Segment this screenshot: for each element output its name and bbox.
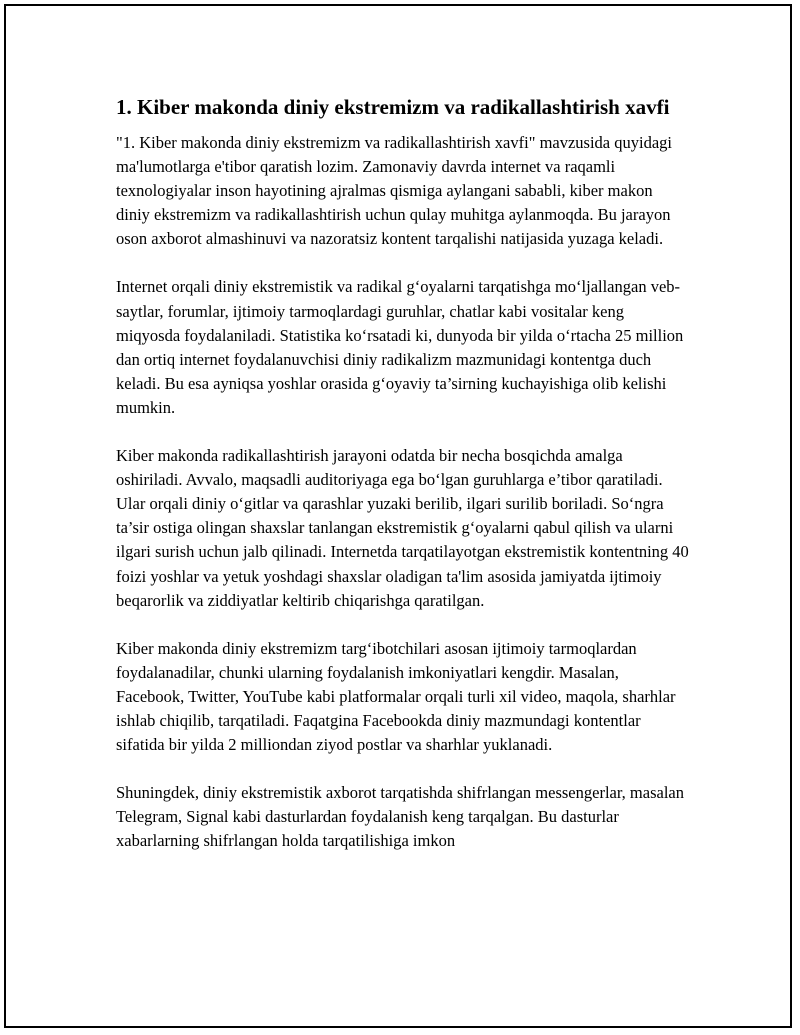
paragraph-2: Internet orqali diniy ekstremistik va radikal g‘oyalarni tarqatishga mo‘ljallangan veb-saytlar, forumlar, ijtimoiy tarmoqlardagi guruhlar, chatlar kabi vositalar keng miqyosda foydalaniladi. Statistika ko‘rsatadi ki, dunyoda bir yilda o‘rtacha 25 million dan ortiq internet foydalanuvchisi diniy radikalizm mazmunidagi kontentga duch keladi. Bu esa ayniqsa yoshlar orasida g‘oyaviy ta’sirning kuchayishiga olib kelishi mumkin. bbox=[116, 277, 684, 417]
document-title: 1. Kiber makonda diniy ekstremizm va radikallashtirish xavfi bbox=[116, 95, 670, 119]
document-body bbox=[116, 94, 690, 853]
paragraph-5: Shuningdek, diniy ekstremistik axborot tarqatishda shifrlangan messengerlar, masalan Telegram, Signal kabi dasturlardan foydalanish keng tarqalgan. Bu dasturlar xabarlarning shifrlangan holda tarqatilishiga imkon bbox=[116, 783, 684, 851]
paragraph-1: "1. Kiber makonda diniy ekstremizm va radikallashtirish xavfi" mavzusida quyidagi ma'lumotlarga e'tibor qaratish lozim. Zamonaviy davrda internet va raqamli texnologiyalar inson hayotining ajralmas qismiga aylangani sababli, kiber makon diniy ekstremizm va radikallashtirish uchun qulay muhitga aylanmoqda. Bu jarayon oson axborot almashinuvi va nazoratsiz kontent tarqalishi natijasida yuzaga keladi. bbox=[116, 133, 672, 249]
paragraph-3: Kiber makonda radikallashtirish jarayoni odatda bir necha bosqichda amalga oshiriladi. Avvalo, maqsadli auditoriyaga ega bo‘lgan guruhlarga e’tibor qaratiladi. Ular orqali diniy o‘gitlar va qarashlar yuzaki berilib, ilgari surilib boriladi. So‘ngra ta’sir ostiga olingan shaxslar tanlangan ekstremistik g‘oyalarni qabul qilish va ularni ilgari surish uchun jalb qilinadi. Internetda tarqatilayotgan ekstremistik kontentning 40 foizi yoshlar va yetuk yoshdagi shaxslar oladigan ta'lim asosida jamiyatda ijtimoiy beqarorlik va ziddiyatlar keltirib chiqarishga qaratilgan. bbox=[116, 446, 689, 610]
paragraph-4: Kiber makonda diniy ekstremizm targ‘ibotchilari asosan ijtimoiy tarmoqlardan foydalanadilar, chunki ularning foydalanish imkoniyatlari kengdir. Masalan, Facebook, Twitter, YouTube kabi platformalar orqali turli xil video, maqola, sharhlar ishlab chiqilib, tarqatiladi. Faqatgina Facebookda diniy mazmundagi kontentlar sifatida bir yilda 2 milliondan ziyod postlar va sharhlar yuklanadi. bbox=[116, 638, 676, 755]
